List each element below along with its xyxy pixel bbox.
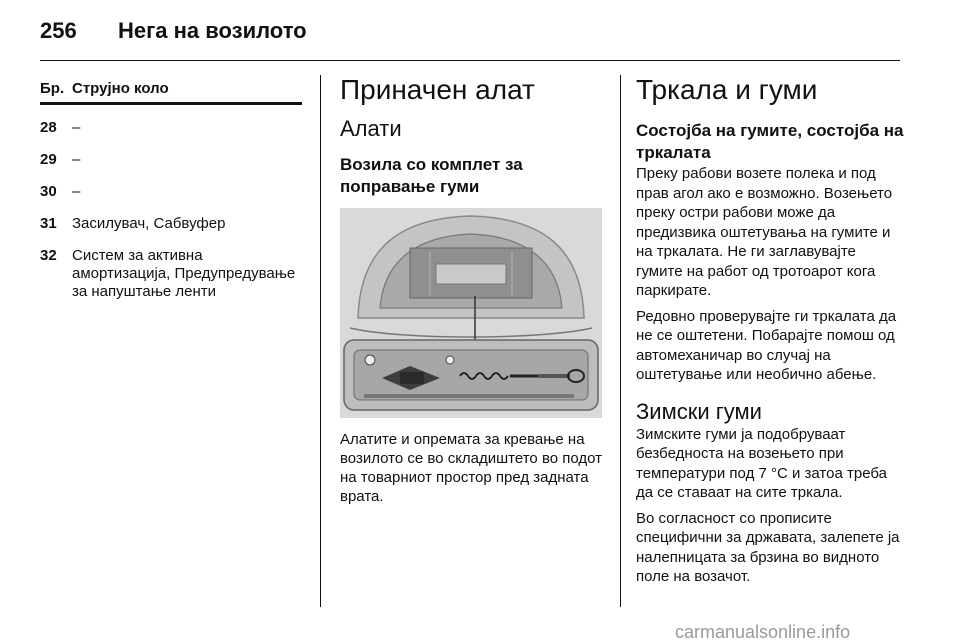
fuse-table-header [40,80,302,105]
winter-heading: Зимски гуми [636,398,762,424]
watermark: carmanualsonline.info [675,622,851,642]
table-row [40,151,302,169]
condition-paragraph: Редовно проверувајте ги тркалата да не се оштетени. Побарајте помош од автомеханичар во случај на оштетување или необично абење. [636,307,897,383]
fuse-number: 29 [40,151,57,168]
condition-heading: Состојба на гумите, состојба на тркалата [636,121,904,162]
fuse-circuit: – [72,119,81,136]
header-divider [40,60,900,61]
table-row [40,119,302,137]
fuse-number: 32 [40,247,57,264]
fuse-number: 28 [40,119,57,136]
column-header-circuit: Струјно коло [72,80,169,97]
subheading-tools: Алати [340,116,402,141]
table-row [40,215,302,233]
table-row [40,183,302,201]
fuse-circuit: – [72,151,81,168]
column-divider [320,75,321,607]
fuse-table [40,80,302,301]
section-heading-tools: Приначен алат [340,74,535,105]
tools-illustration [340,208,602,418]
condition-paragraph: Преку рабови возете полека и под прав агол ако е возможно. Возењето преку остри рабови може да предизвика оштетувања на гумите и на тркалата. Не ги заглавувајте гумите на работ од тротоарот кога паркирате. [636,165,893,299]
column-header-number: Бр. [40,80,65,97]
fuse-circuit: – [72,183,81,200]
fuse-number: 30 [40,183,57,200]
fuse-number: 31 [40,215,57,232]
fuse-circuit: Систем за активна амортизација, Предупредување за напуштање ленти [72,247,296,300]
kit-heading: Возила со комплет за поправање гуми [340,155,523,196]
page-header-title: Нега на возилото [118,18,307,43]
page-number: 256 [40,18,77,43]
tools-section [340,74,604,506]
tools-caption: Алатите и опремата за кревање на возилото се во складиштето во подот на товарниот простор пред задната врата. [340,431,603,505]
wheels-section [636,74,906,587]
winter-paragraph: Во согласност со прописите специфични за државата, залепете ја налепницата за брзина во видното поле на возачот. [636,509,900,585]
winter-paragraph: Зимските гуми ја подобруваат безбедноста на возењето при температури под 7 °C и затоа треба да се ставаат на сите тркала. [636,425,887,501]
table-row [40,247,302,301]
column-divider [620,75,621,607]
fuse-circuit: Засилувач, Сабвуфер [72,215,226,232]
section-heading-wheels: Тркала и гуми [636,74,818,105]
